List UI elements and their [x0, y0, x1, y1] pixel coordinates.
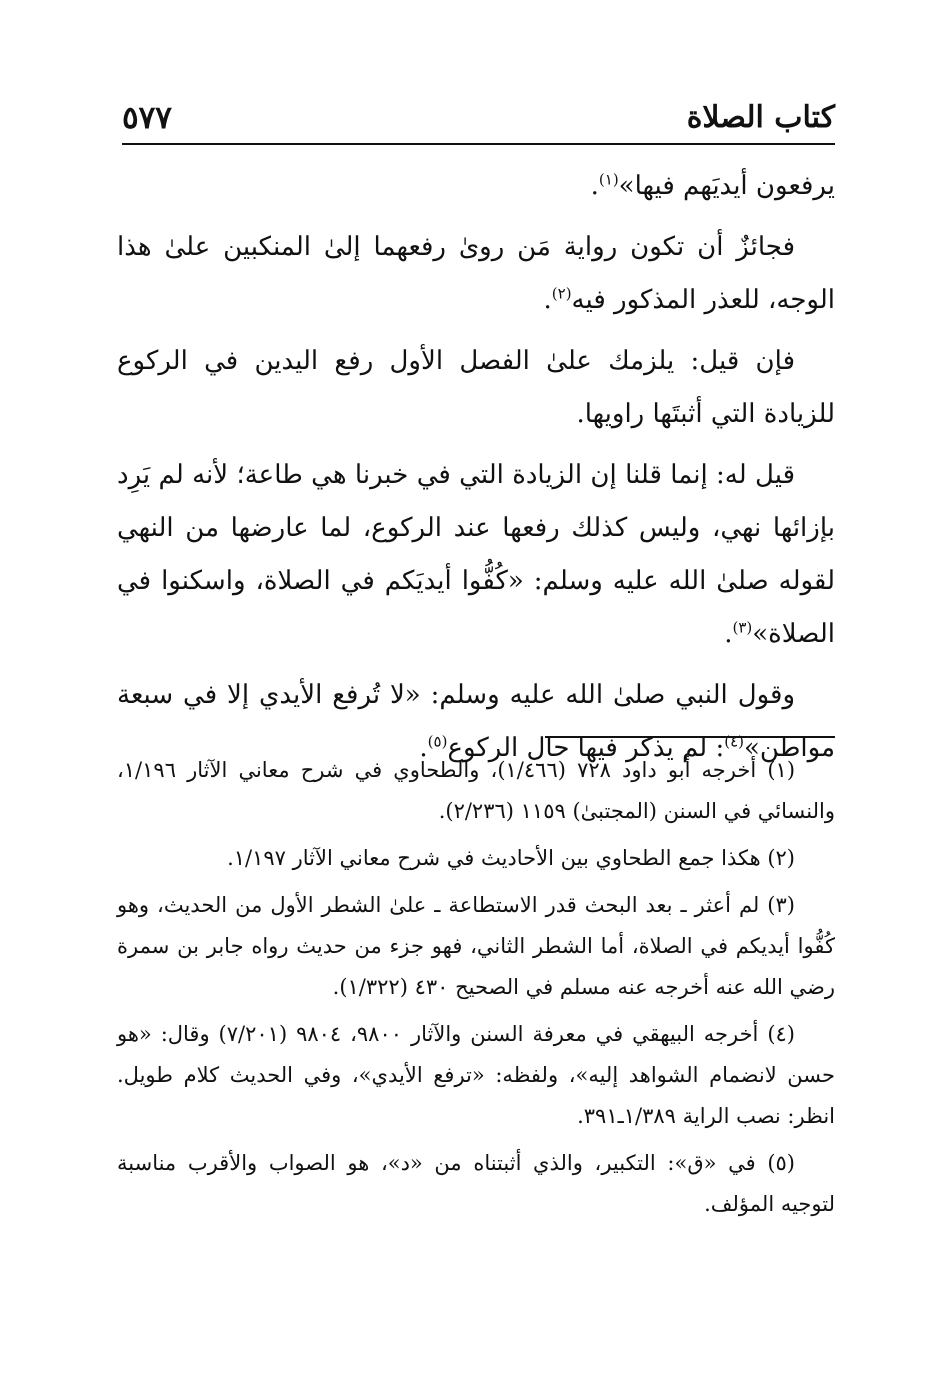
footnote-2: (٢) هكذا جمع الطحاوي بين الأحاديث في شرح معاني الآثار ١/١٩٧.: [227, 846, 795, 870]
footnote-ref: (٤): [724, 732, 745, 751]
page-header: [122, 98, 835, 138]
paragraph-2: [117, 221, 835, 327]
footnote-rule: [545, 736, 835, 738]
paragraph-text: قيل له: إنما قلنا إن الزيادة التي في خبرنا هي طاعة؛ لأنه لم يَرِد بإزائها نهي، وليس كذلك رفعها عند الركوع، لما عارضها من النهي لقوله صلىٰ الله عليه وسلم: «كُفُّوا أيديَكم في الصلاة، واسكنوا في الصلاة»: [117, 460, 835, 649]
paragraph-text: فإن قيل: يلزمك علىٰ الفصل الأول رفع اليدين في الركوع للزيادة التي أثبتَها راويها.: [117, 346, 835, 429]
running-title: كتاب الصلاة: [686, 100, 835, 135]
footnote-3: (٣) لم أعثر ـ بعد البحث قدر الاستطاعة ـ علىٰ الشطر الأول من الحديث، وهو كُفُّوا أيديكم في الصلاة، أما الشطر الثاني، فهو جزء من حديث رواه جابر بن سمرة رضي الله عنه أخرجه عنه مسلم في الصحيح ٤٣٠ (١/٣٢٢).: [117, 893, 835, 999]
page-number: ٥٧٧: [122, 100, 172, 136]
paragraph-text: فجائزٌ أن تكون رواية مَن روىٰ رفعهما إلىٰ المنكبين علىٰ هذا الوجه، للعذر المذكور فيه: [117, 232, 835, 315]
paragraph-tail: : لم يذكر فيها حال الركوع: [447, 733, 725, 763]
main-text: [117, 160, 835, 783]
paragraph-tail: .: [724, 619, 733, 649]
footnote-ref: (٣): [732, 618, 753, 637]
footnote-ref: (٢): [551, 284, 572, 303]
footnote-ref: (١): [598, 170, 619, 189]
header-rule: [122, 143, 835, 145]
paragraph-1: [117, 160, 835, 213]
paragraph-text: يرفعون أيديَهم فيها»: [618, 171, 835, 201]
paragraph-text: وقول النبي صلىٰ الله عليه وسلم: «لا تُرفع الأيدي إلا في سبعة مواطن»: [117, 680, 835, 763]
footnotes: [117, 750, 835, 1231]
paragraph-4: [117, 449, 835, 661]
paragraph-3: [117, 335, 835, 441]
paragraph-tail: .: [590, 171, 599, 201]
footnote-1: (١) أخرجه أبو داود ٧٢٨ (١/٤٦٦)، والطحاوي في شرح معاني الآثار ١/١٩٦، والنسائي في السنن (المجتبىٰ) ١١٥٩ (٢/٢٣٦).: [117, 758, 835, 823]
paragraph-tail: .: [419, 733, 428, 763]
footnote-4: (٤) أخرجه البيهقي في معرفة السنن والآثار ٩٨٠٠، ٩٨٠٤ (٧/٢٠١) وقال: «هو حسن لانضمام الشواهد إليه»، ولفظه: «ترفع الأيدي»، وفي الحديث كلام طويل. انظر: نصب الراية ١/٣٨٩ـ٣٩١.: [117, 1022, 835, 1128]
paragraph-tail: .: [543, 285, 552, 315]
footnote-ref: (٥): [427, 732, 448, 751]
footnote-5: (٥) في «ق»: التكبير، والذي أثبتناه من «د»، هو الصواب والأقرب مناسبة لتوجيه المؤلف.: [117, 1151, 835, 1216]
